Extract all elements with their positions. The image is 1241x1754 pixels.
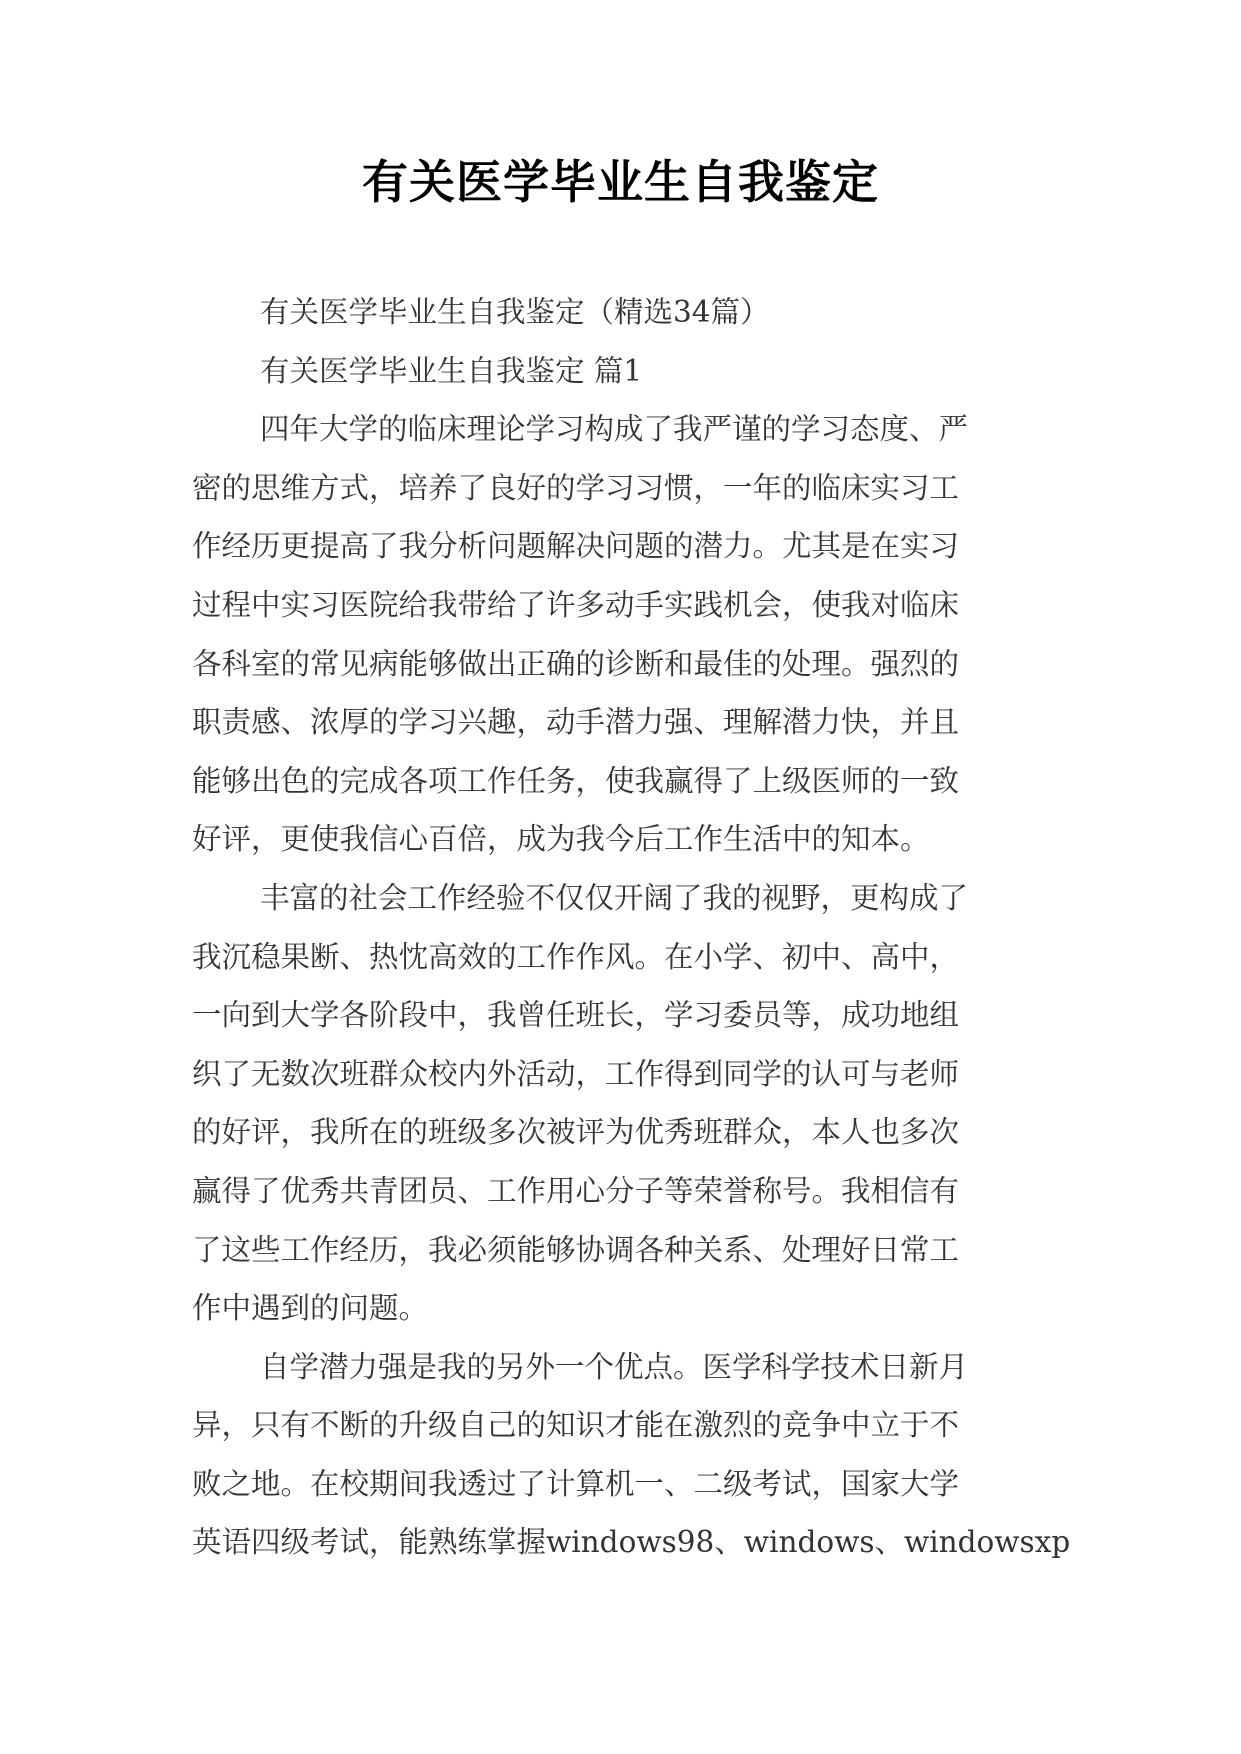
- paragraph-line: 了这些工作经历，我必须能够协调各种关系、处理好日常工: [192, 1232, 960, 1267]
- paragraph-line: 败之地。在校期间我透过了计算机一、二级考试，国家大学: [192, 1466, 960, 1501]
- paragraph-line: 作中遇到的问题。: [192, 1291, 429, 1326]
- paragraph-line: 密的思维方式，培养了良好的学习习惯，一年的临床实习工: [192, 470, 960, 505]
- paragraph-line: 四年大学的临床理论学习构成了我严谨的学习态度、严: [260, 412, 969, 447]
- paragraph-line: 英语四级考试，能熟练掌握windows98、windows、windowsxp: [192, 1525, 1071, 1560]
- paragraph-line: 好评，更使我信心百倍，成为我今后工作生活中的知本。: [192, 822, 930, 857]
- paragraph-line: 一向到大学各阶段中，我曾任班长，学习委员等，成功地组: [192, 998, 960, 1033]
- document-subtitle: 有关医学毕业生自我鉴定（精选34篇）: [260, 295, 770, 329]
- paragraph-line: 能够出色的完成各项工作任务，使我赢得了上级医师的一致: [192, 763, 960, 798]
- paragraph-2: [192, 869, 1072, 1338]
- document-title: 有关医学毕业生自我鉴定: [362, 155, 879, 209]
- section-heading: 有关医学毕业生自我鉴定 篇1: [260, 353, 643, 388]
- paragraph-line: 自学潜力强是我的另外一个优点。医学科学技术日新月: [260, 1349, 969, 1384]
- paragraph-line: 我沉稳果断、热忱高效的工作作风。在小学、初中、高中，: [192, 939, 960, 974]
- paragraph-line: 作经历更提高了我分析问题解决问题的潜力。尤其是在实习: [192, 529, 960, 564]
- paragraph-line: 丰富的社会工作经验不仅仅开阔了我的视野，更构成了: [260, 880, 969, 915]
- paragraph-line: 过程中实习医院给我带给了许多动手实践机会，使我对临床: [192, 587, 960, 622]
- paragraph-line: 的好评，我所在的班级多次被评为优秀班群众，本人也多次: [192, 1115, 960, 1150]
- paragraph-line: 异，只有不断的升级自己的知识才能在激烈的竞争中立于不: [192, 1408, 960, 1443]
- paragraph-1: [192, 400, 1072, 869]
- paragraph-line: 织了无数次班群众校内外活动，工作得到同学的认可与老师: [192, 1056, 960, 1091]
- paragraph-line: 各科室的常见病能够做出正确的诊断和最佳的处理。强烈的: [192, 646, 960, 681]
- paragraph-line: 职责感、浓厚的学习兴趣，动手潜力强、理解潜力快，并且: [192, 705, 960, 740]
- paragraph-3: [192, 1338, 1072, 1572]
- document-body: [192, 283, 1072, 1572]
- paragraph-line: 赢得了优秀共青团员、工作用心分子等荣誉称号。我相信有: [192, 1173, 960, 1208]
